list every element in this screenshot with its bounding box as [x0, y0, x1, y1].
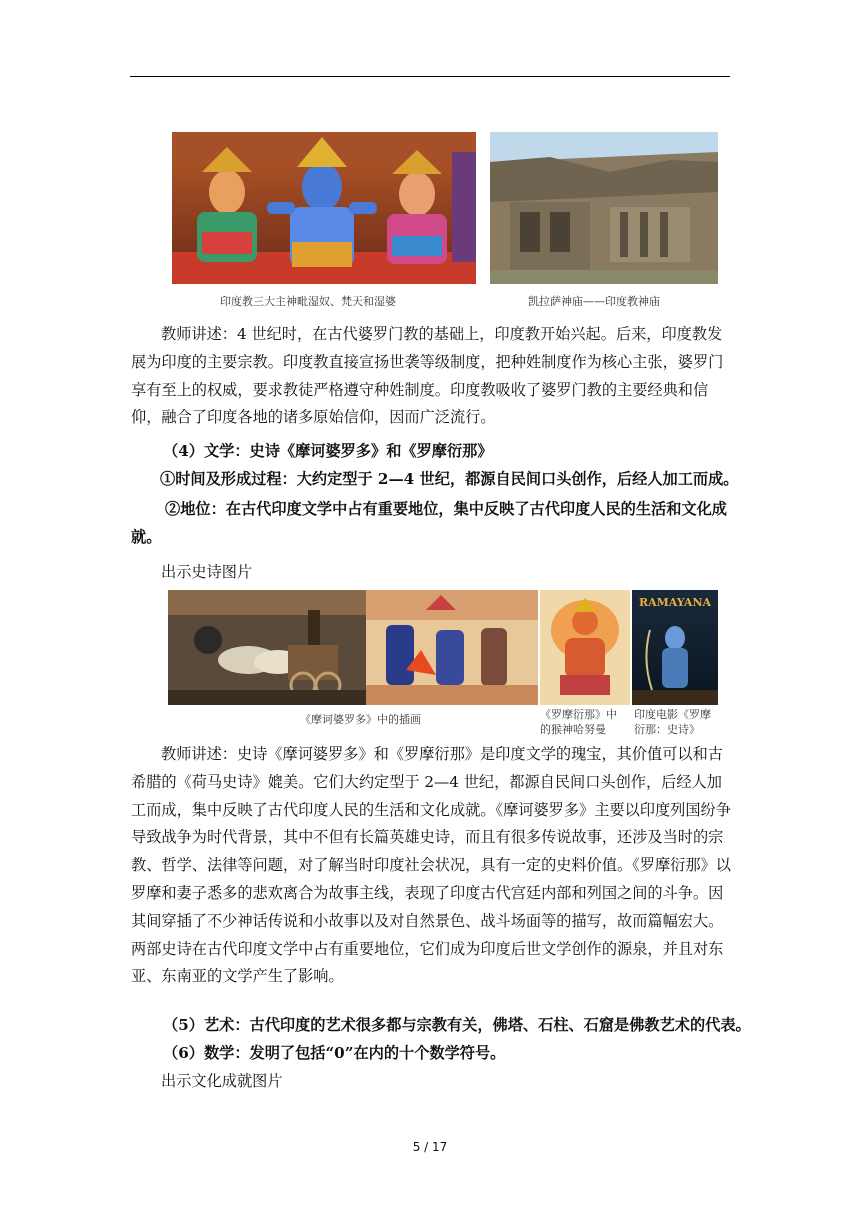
- mahabharata-illustration-1: [168, 590, 366, 705]
- poster-title: RAMAYANA: [638, 596, 712, 609]
- kailasa-temple-caption: 凯拉萨神庙——印度教神庙: [528, 295, 660, 308]
- point-formation: ①时间及形成过程：大约定型于 2—4 世纪，都源自民间口头创作，后经人加工而成。: [160, 470, 739, 488]
- section-heading-art: （5）艺术：古代印度的艺术很多都与宗教有关，佛塔、石柱、石窟是佛教艺术的代表。: [163, 1016, 751, 1034]
- show-epic-pictures: 出示史诗图片: [161, 563, 253, 581]
- hindu-gods-caption: 印度教三大主神毗湿奴、梵天和湿婆: [220, 295, 396, 308]
- show-culture-pictures: 出示文化成就图片: [161, 1072, 283, 1090]
- page-number: 5 / 17: [412, 1140, 448, 1154]
- section-heading-literature: （4）文学：史诗《摩诃婆罗多》和《罗摩衍那》: [163, 442, 493, 460]
- header-rule: [130, 76, 730, 77]
- hindu-gods-image: [172, 132, 476, 284]
- ramayana-movie-poster: [632, 590, 718, 705]
- teacher-narration-hinduism: 教师讲述：4 世纪时，在古代婆罗门教的基础上，印度教开始兴起。后来，印度教发展为印度的主要宗教。印度教直接宣扬世袭等级制度，把种姓制度作为核心主张，婆罗门享有至上的权威，要求教徒严格遵守种姓制度。印度教吸收了婆罗门教的主要经典和信仰，融合了印度各地的诸多原始信仰，因而广泛流行。: [131, 325, 724, 427]
- section-heading-math: （6）数学：发明了包括“0”在内的十个数学符号。: [163, 1044, 506, 1062]
- mahabharata-illustration-2: [366, 590, 538, 705]
- point-status: ②地位：在古代印度文学中占有重要地位，集中反映了古代印度人民的生活和文化成就。: [131, 500, 727, 546]
- mahabharata-caption: 《摩诃婆罗多》中的插画: [300, 713, 421, 726]
- movie-caption: 印度电影《罗摩衍那：史诗》: [634, 708, 711, 736]
- kailasa-temple-image: [490, 132, 718, 284]
- teacher-narration-epics: 教师讲述：史诗《摩诃婆罗多》和《罗摩衍那》是印度文学的瑰宝，其价值可以和古希腊的《荷马史诗》媲美。它们大约定型于 2—4 世纪，都源自民间口头创作，后经人加工而成，集中反映了古代印度人民的生活和文化成就。《摩诃婆罗多》主要以印度列国纷争导致战争为时代背景，其中不但有长篇英雄史诗，而且有很多传说故事，还涉及当时的宗教、哲学、法律等问题，对了解当时印度社会状况，具有一定的史料价值。《罗摩衍那》以罗摩和妻子悉多的悲欢离合为故事主线，表现了印度古代宫廷内部和列国之间的斗争。因其间穿插了不少神话传说和小故事以及对自然景色、战斗场面等的描写，故而篇幅宏大。两部史诗在古代印度文学中占有重要地位，它们成为印度后世文学创作的源泉，并且对东亚、东南亚的文学产生了影响。: [131, 745, 731, 986]
- hanuman-caption: 《罗摩衍那》中的猴神哈努曼: [540, 708, 617, 736]
- hanuman-image: [540, 590, 630, 705]
